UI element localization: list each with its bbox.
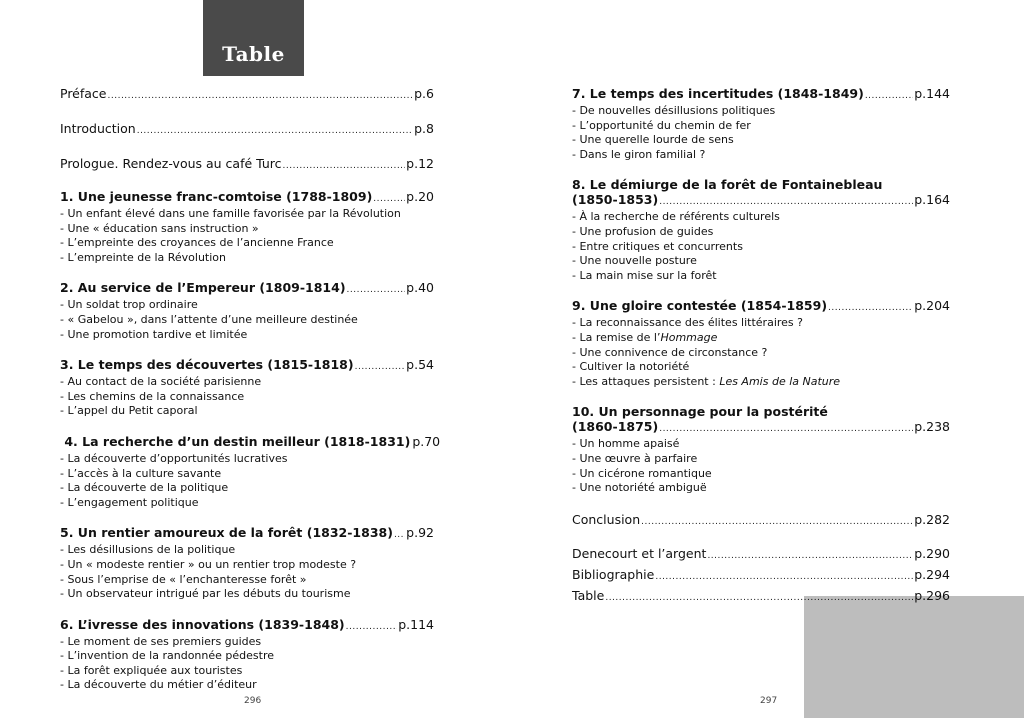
page-title: Table <box>222 42 285 66</box>
leader-dots <box>865 89 913 104</box>
toc-entry[interactable] <box>60 189 434 265</box>
leader-dots <box>283 159 406 174</box>
page-number-right: 297 <box>760 696 778 706</box>
toc-subitem: - À la recherche de référents culturels <box>572 210 780 224</box>
toc-entry-title: Bibliographie <box>572 566 655 582</box>
title-tab <box>203 0 304 76</box>
toc-entry[interactable] <box>572 567 950 585</box>
toc-entry[interactable] <box>60 617 434 693</box>
toc-entry[interactable] <box>60 433 441 510</box>
toc-subitem: - Une notoriété ambiguë <box>572 481 707 495</box>
leader-dots <box>828 301 913 316</box>
toc-entry[interactable] <box>572 298 950 389</box>
toc-subitem: - Cultiver la notoriété <box>572 360 690 374</box>
toc-subitem: - L’engagement politique <box>60 495 199 509</box>
toc-subitem: - La forêt expliquée aux touristes <box>60 663 243 677</box>
toc-entry-page: p.114 <box>398 616 434 632</box>
toc-entry-page: p.92 <box>406 525 434 541</box>
toc-entry-title: Denecourt et l’argent <box>572 545 707 561</box>
toc-entry[interactable] <box>572 588 950 606</box>
toc-entry-page: p.6 <box>414 86 434 101</box>
toc-entry[interactable] <box>572 86 950 162</box>
toc-subitem: - Sous l’emprise de « l’enchanteresse forêt » <box>60 572 307 586</box>
page-number-left: 296 <box>244 696 262 706</box>
leader-dots <box>346 620 398 635</box>
toc-subitem: - Entre critiques et concurrents <box>572 239 743 253</box>
toc-subitem: - L’opportunité du chemin de fer <box>572 118 751 132</box>
toc-right-column <box>572 86 950 606</box>
toc-entry-page: p.144 <box>914 86 950 101</box>
leader-dots <box>355 360 406 375</box>
toc-subitem: - La main mise sur la forêt <box>572 268 717 282</box>
toc-entry[interactable] <box>572 404 950 495</box>
toc-entry-title: 1. Une jeunesse franc-comtoise (1788-1809) <box>60 189 373 204</box>
toc-subitem: - L’empreinte de la Révolution <box>60 250 227 264</box>
toc-subitem: - La découverte d’opportunités lucratives <box>60 451 288 465</box>
toc-entry[interactable] <box>572 177 950 283</box>
decorative-grey-block <box>804 596 1024 718</box>
toc-subitem <box>572 375 950 390</box>
toc-entry-title: 5. Un rentier amoureux de la forêt (1832-1838) <box>60 525 393 541</box>
toc-entry-title: 6. L’ivresse des innovations (1839-1848) <box>60 616 345 632</box>
leader-dots <box>394 528 405 543</box>
toc-entry-title: 3. Le temps des découvertes (1815-1818) <box>60 357 354 373</box>
toc-subitem <box>572 331 950 346</box>
toc-entry-page: p.54 <box>406 357 434 373</box>
toc-entry-page: p.20 <box>406 189 434 204</box>
toc-left-column <box>60 86 441 693</box>
toc-subitem: - Un enfant élevé dans une famille favorisée par la Révolution <box>60 207 401 220</box>
toc-subitem: - La découverte de la politique <box>60 481 229 495</box>
toc-subitem: - Une profusion de guides <box>572 224 714 238</box>
toc-subitem: - La reconnaissance des élites littéraires ? <box>572 316 803 330</box>
toc-entry-page: p.70 <box>412 433 441 449</box>
toc-entry-page: p.164 <box>914 192 950 208</box>
toc-subitem: - L’empreinte des croyances de l’ancienne France <box>60 236 334 250</box>
leader-dots <box>655 570 913 585</box>
toc-entry-title: 7. Le temps des incertitudes (1848-1849) <box>572 86 864 101</box>
leader-dots <box>137 124 413 139</box>
toc-entry[interactable] <box>572 512 950 530</box>
toc-subitem: - Dans le giron familial ? <box>572 147 706 161</box>
toc-entry-page: p.238 <box>914 419 950 435</box>
toc-subitem: - La découverte du métier d’éditeur <box>60 678 257 692</box>
toc-entry-title: 9. Une gloire contestée (1854-1859) <box>572 298 828 314</box>
toc-subitem: - Une connivence de circonstance ? <box>572 345 768 359</box>
toc-entry-title: 10. Un personnage pour la postérité <box>572 404 828 420</box>
toc-subitem: - Une œuvre à parfaire <box>572 451 698 465</box>
toc-entry-title: Conclusion <box>572 511 641 527</box>
toc-subitem: - De nouvelles désillusions politiques <box>572 104 776 117</box>
leader-dots <box>605 591 913 606</box>
toc-entry[interactable] <box>60 357 434 419</box>
toc-entry[interactable] <box>572 546 950 564</box>
toc-entry-page: p.40 <box>406 280 434 296</box>
toc-entry[interactable] <box>60 280 434 342</box>
toc-entry-page: p.204 <box>914 298 950 314</box>
toc-entry-title: 2. Au service de l’Empereur (1809-1814) <box>60 280 346 296</box>
toc-entry-page: p.8 <box>414 121 434 136</box>
toc-entry-page: p.282 <box>914 511 950 527</box>
toc-subitem: - Les désillusions de la politique <box>60 543 236 557</box>
leader-dots <box>641 515 913 530</box>
toc-subitem: - Un cicérone romantique <box>572 466 712 480</box>
toc-entry[interactable] <box>60 121 434 139</box>
toc-entry-page: p.12 <box>406 156 434 171</box>
toc-entry-title-cont: (1850-1853) <box>572 192 659 208</box>
toc-subitem: - L’appel du Petit caporal <box>60 404 198 418</box>
toc-entry-page: p.296 <box>914 587 950 603</box>
toc-entry-title: 8. Le démiurge de la forêt de Fontainebleau <box>572 177 883 193</box>
toc-entry[interactable] <box>60 525 434 601</box>
toc-entry-title: Préface <box>60 86 107 101</box>
toc-entry-title-cont: (1860-1875) <box>572 419 659 435</box>
toc-subitem: - Un « modeste rentier » ou un rentier trop modeste ? <box>60 557 357 571</box>
leader-dots <box>347 283 406 298</box>
toc-subitem-text: - Les attaques persistent : <box>572 374 720 388</box>
toc-subitem: - Un homme apaisé <box>572 437 680 451</box>
toc-subitem: - « Gabelou », dans l’attente d’une meilleure destinée <box>60 312 358 326</box>
toc-subitem: - Une promotion tardive et limitée <box>60 327 248 341</box>
toc-subitem: - Un soldat trop ordinaire <box>60 298 198 312</box>
leader-dots <box>373 192 405 207</box>
toc-subitem: - Le moment de ses premiers guides <box>60 634 262 648</box>
leader-dots <box>707 549 913 564</box>
toc-subitem: - Un observateur intrigué par les débuts du tourisme <box>60 587 351 601</box>
leader-dots <box>659 195 913 210</box>
toc-subitem-italic: Les Amis de la Nature <box>719 374 841 388</box>
toc-entry-title: Introduction <box>60 121 136 136</box>
leader-dots <box>108 89 414 104</box>
toc-subitem: - L’accès à la culture savante <box>60 466 222 480</box>
toc-entry-title: 4. La recherche d’un destin meilleur (1818-1831) <box>60 433 411 449</box>
toc-subitem: - Au contact de la société parisienne <box>60 375 262 389</box>
toc-entry[interactable] <box>60 86 434 104</box>
toc-entry-title: Table <box>572 587 605 603</box>
toc-subitem: - L’invention de la randonnée pédestre <box>60 649 274 663</box>
toc-subitem-italic: Hommage <box>660 330 718 344</box>
toc-subitem: - Une nouvelle posture <box>572 254 697 268</box>
toc-entry[interactable] <box>60 156 434 174</box>
toc-entry-page: p.294 <box>914 566 950 582</box>
toc-entry-title: Prologue. Rendez-vous au café Turc <box>60 156 282 171</box>
leader-dots <box>659 422 913 437</box>
toc-subitem: - Une querelle lourde de sens <box>572 133 734 147</box>
toc-subitem: - Une « éducation sans instruction » <box>60 221 259 235</box>
toc-entry-page: p.290 <box>914 545 950 561</box>
toc-subitem-text: - La remise de l’ <box>572 330 661 344</box>
toc-subitem: - Les chemins de la connaissance <box>60 389 245 403</box>
